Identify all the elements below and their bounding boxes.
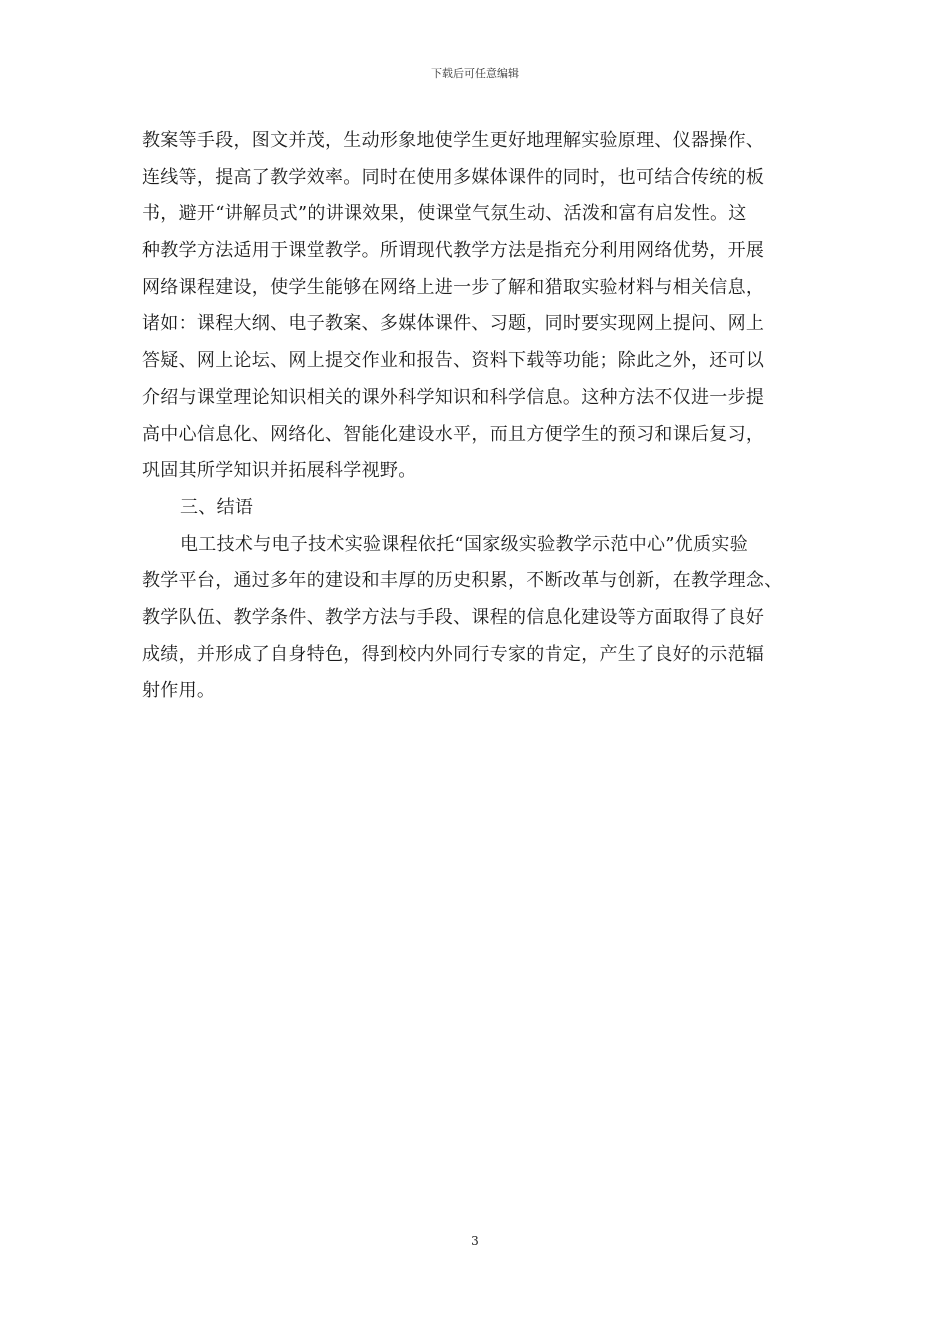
text-line: 成绩，并形成了自身特色，得到校内外同行专家的肯定，产生了良好的示范辐 bbox=[142, 643, 765, 665]
text-line: 电工技术与电子技术实验课程依托“国家级实验教学示范中心”优质实验 bbox=[180, 533, 749, 555]
text-line: 书，避开“讲解员式”的讲课效果，使课堂气氛生动、活泼和富有启发性。这 bbox=[142, 203, 747, 225]
text-line: 巩固其所学知识并拓展科学视野。 bbox=[142, 460, 417, 482]
text-line: 介绍与课堂理论知识相关的课外科学知识和科学信息。这种方法不仅进一步提 bbox=[142, 386, 765, 408]
text-line: 种教学方法适用于课堂教学。所谓现代教学方法是指充分利用网络优势，开展 bbox=[142, 240, 765, 262]
text-line: 教学队伍、教学条件、教学方法与手段、课程的信息化建设等方面取得了良好 bbox=[142, 606, 765, 628]
text-line: 高中心信息化、网络化、智能化建设水平，而且方便学生的预习和课后复习， bbox=[142, 423, 765, 445]
text-line: 教学平台，通过多年的建设和丰厚的历史积累，不断改革与创新，在教学理念、 bbox=[142, 570, 783, 592]
text-line: 诸如：课程大纲、电子教案、多媒体课件、习题，同时要实现网上提问、网上 bbox=[142, 313, 765, 335]
paragraph-teaching-methods bbox=[142, 123, 832, 490]
text-line: 教案等手段，图文并茂，生动形象地使学生更好地理解实验原理、仪器操作、 bbox=[142, 130, 765, 151]
paragraph-conclusion bbox=[142, 527, 832, 710]
page-number: 3 bbox=[471, 1234, 479, 1248]
text-line: 射作用。 bbox=[142, 680, 216, 702]
text-line: 连线等，提高了教学效率。同时在使用多媒体课件的同时，也可结合传统的板 bbox=[142, 166, 765, 188]
section-heading: 三、结语 bbox=[180, 496, 254, 518]
text-line: 网络课程建设，使学生能够在网络上进一步了解和猎取实验材料与相关信息， bbox=[142, 276, 765, 298]
page-header: 下载后可任意编辑 bbox=[431, 67, 519, 80]
document-body bbox=[142, 123, 832, 710]
text-line: 答疑、网上论坛、网上提交作业和报告、资料下载等功能；除此之外，还可以 bbox=[142, 350, 765, 372]
